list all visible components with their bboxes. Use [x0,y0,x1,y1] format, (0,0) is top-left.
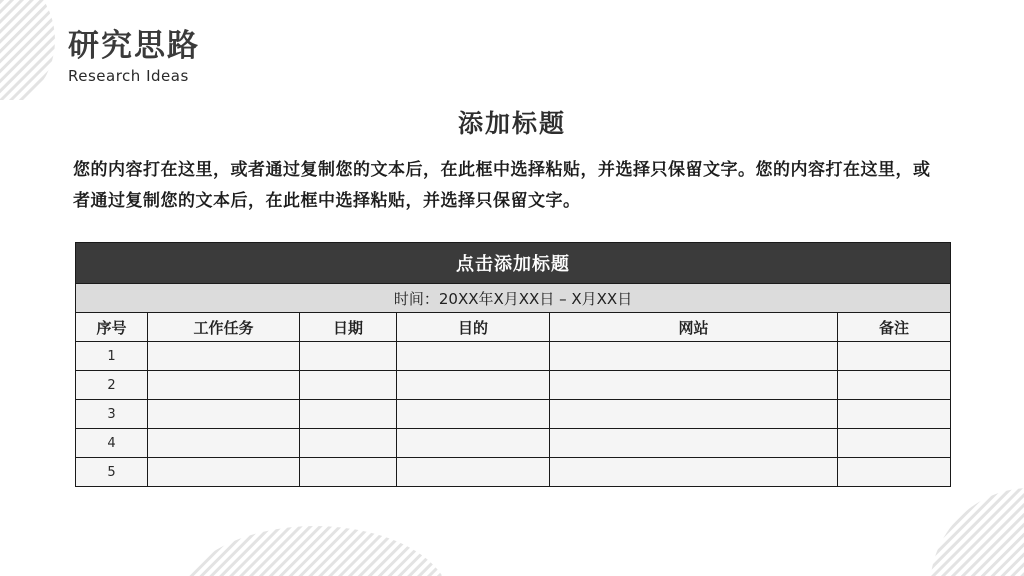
table-header-row [76,313,951,342]
cell-index[interactable]: 3 [76,400,148,429]
cell-website[interactable] [550,400,838,429]
cell-purpose[interactable] [397,458,550,487]
cell-task[interactable] [148,371,300,400]
table-time-range[interactable]: 时间：20XX年X月XX日 – X月XX日 [76,284,951,313]
cell-website[interactable] [550,342,838,371]
stripe-decoration-bottom-right [920,488,1024,576]
column-header-task: 工作任务 [148,313,300,342]
cell-website[interactable] [550,429,838,458]
cell-index[interactable]: 5 [76,458,148,487]
column-header-purpose: 目的 [397,313,550,342]
cell-purpose[interactable] [397,342,550,371]
cell-website[interactable] [550,458,838,487]
table-row [76,371,951,400]
cell-purpose[interactable] [397,371,550,400]
table-title[interactable]: 点击添加标题 [76,243,951,284]
table-row [76,400,951,429]
page-subtitle: Research Ideas [68,67,189,85]
cell-notes[interactable] [838,400,951,429]
stripe-decoration-bottom [180,526,450,576]
cell-date[interactable] [300,371,397,400]
body-paragraph[interactable]: 您的内容打在这里，或者通过复制您的文本后，在此框中选择粘贴，并选择只保留文字。您的内容打在这里，或者通过复制您的文本后，在此框中选择粘贴，并选择只保留文字。 [73,160,931,211]
table-row [76,458,951,487]
cell-purpose[interactable] [397,400,550,429]
section-title[interactable]: 添加标题 [457,109,566,138]
cell-task[interactable] [148,342,300,371]
page-title: 研究思路 [68,28,200,64]
column-header-website: 网站 [550,313,838,342]
table-row [76,429,951,458]
cell-notes[interactable] [838,429,951,458]
schedule-table [75,242,951,487]
stripe-decoration-top-left [0,0,60,100]
cell-task[interactable] [148,429,300,458]
cell-notes[interactable] [838,458,951,487]
cell-date[interactable] [300,342,397,371]
cell-task[interactable] [148,458,300,487]
cell-date[interactable] [300,458,397,487]
cell-date[interactable] [300,429,397,458]
cell-date[interactable] [300,400,397,429]
column-header-notes: 备注 [838,313,951,342]
cell-purpose[interactable] [397,429,550,458]
column-header-index: 序号 [76,313,148,342]
cell-task[interactable] [148,400,300,429]
cell-notes[interactable] [838,342,951,371]
table-row [76,342,951,371]
column-header-date: 日期 [300,313,397,342]
cell-website[interactable] [550,371,838,400]
cell-notes[interactable] [838,371,951,400]
cell-index[interactable]: 2 [76,371,148,400]
cell-index[interactable]: 4 [76,429,148,458]
cell-index[interactable]: 1 [76,342,148,371]
